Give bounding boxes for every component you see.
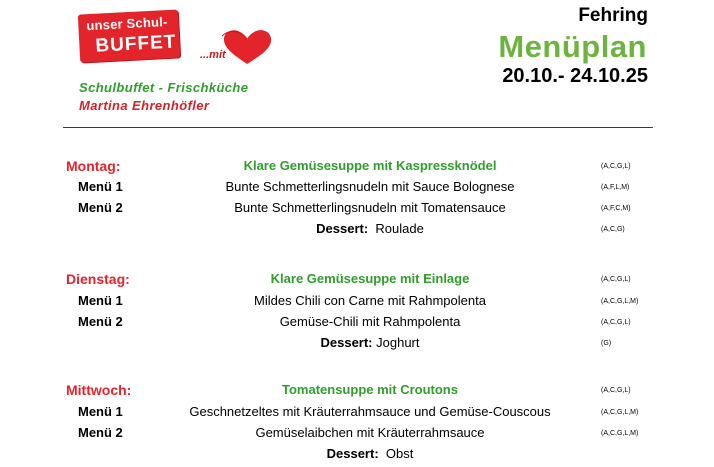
dish: Mildes Chili con Carne mit Rahmpolenta (254, 293, 486, 308)
dessert-row (0, 335, 714, 355)
day-row-mittwoch (0, 382, 714, 402)
dish: Bunte Schmetterlingsnudeln mit Tomatensauce (234, 200, 506, 215)
heart-icon (220, 27, 274, 67)
dessert (150, 446, 590, 461)
subtitle-kitchen: Schulbuffet - Frischküche (79, 80, 249, 95)
menu-label: Menü 2 (78, 314, 123, 329)
dessert (150, 335, 590, 350)
day-label: Mittwoch: (66, 382, 132, 398)
menu-row (0, 293, 714, 313)
allergens: (A,C,G) (601, 226, 625, 233)
day-label: Montag: (66, 158, 121, 174)
allergens: (A,C,G,L,M) (601, 409, 639, 416)
dessert-label: Dessert: (326, 446, 379, 461)
allergens: (A,C,G,L) (601, 387, 631, 394)
menu-row (0, 425, 714, 445)
divider (63, 127, 653, 128)
subtitle-owner: Martina Ehrenhöfler (79, 98, 210, 113)
day-row-dienstag (0, 271, 714, 291)
soup: Klare Gemüsesuppe mit Kaspressknödel (243, 158, 497, 173)
allergens: (G) (601, 340, 612, 347)
day-label: Dienstag: (66, 271, 130, 287)
page-title: Menüplan (498, 29, 647, 64)
menu-label: Menü 2 (78, 425, 123, 440)
menu-row (0, 404, 714, 424)
dish: Gemüse-Chili mit Rahmpolenta (279, 314, 461, 329)
date-range: 20.10.- 24.10.25 (502, 65, 648, 87)
schulbuffet-logo (78, 9, 180, 62)
dessert-value: Obst (385, 446, 414, 461)
allergens: (A,F,L,M) (601, 184, 630, 191)
dessert-label: Dessert: (316, 221, 369, 236)
allergens: (A,C,G,L) (601, 276, 631, 283)
dessert-label: Dessert: (320, 335, 373, 350)
logo-line1: unser Schul- (86, 13, 168, 34)
logo-line2: BUFFET (94, 31, 177, 57)
dessert-row (0, 221, 714, 241)
menu-label: Menü 1 (78, 179, 123, 194)
soup: Tomatensuppe mit Croutons (282, 382, 458, 397)
dessert-value: Roulade (375, 221, 424, 236)
allergens: (A,C,G,L,M) (601, 430, 639, 437)
allergens: (A,F,C,M) (601, 205, 631, 212)
allergens: (A,C,G,L) (601, 163, 631, 170)
logo-mit: ...mit (200, 49, 226, 61)
menu-label: Menü 2 (78, 200, 123, 215)
day-row-montag (0, 158, 714, 178)
dessert-row (0, 446, 714, 466)
dessert-value: Joghurt (376, 335, 420, 350)
dish: Gemüselaibchen mit Kräuterrahmsauce (255, 425, 485, 440)
dish: Geschnetzeltes mit Kräuterrahmsauce und Gemüse-Couscous (189, 404, 551, 419)
menu-label: Menü 1 (78, 293, 123, 308)
dessert (150, 221, 590, 236)
allergens: (A,C,G,L) (601, 319, 631, 326)
menu-label: Menü 1 (78, 404, 123, 419)
dish: Bunte Schmetterlingsnudeln mit Sauce Bolognese (225, 179, 515, 194)
menu-row (0, 179, 714, 199)
menu-row (0, 200, 714, 220)
soup: Klare Gemüsesuppe mit Einlage (270, 271, 470, 286)
menu-row (0, 314, 714, 334)
location: Fehring (578, 5, 648, 26)
allergens: (A,C,G,L,M) (601, 298, 639, 305)
